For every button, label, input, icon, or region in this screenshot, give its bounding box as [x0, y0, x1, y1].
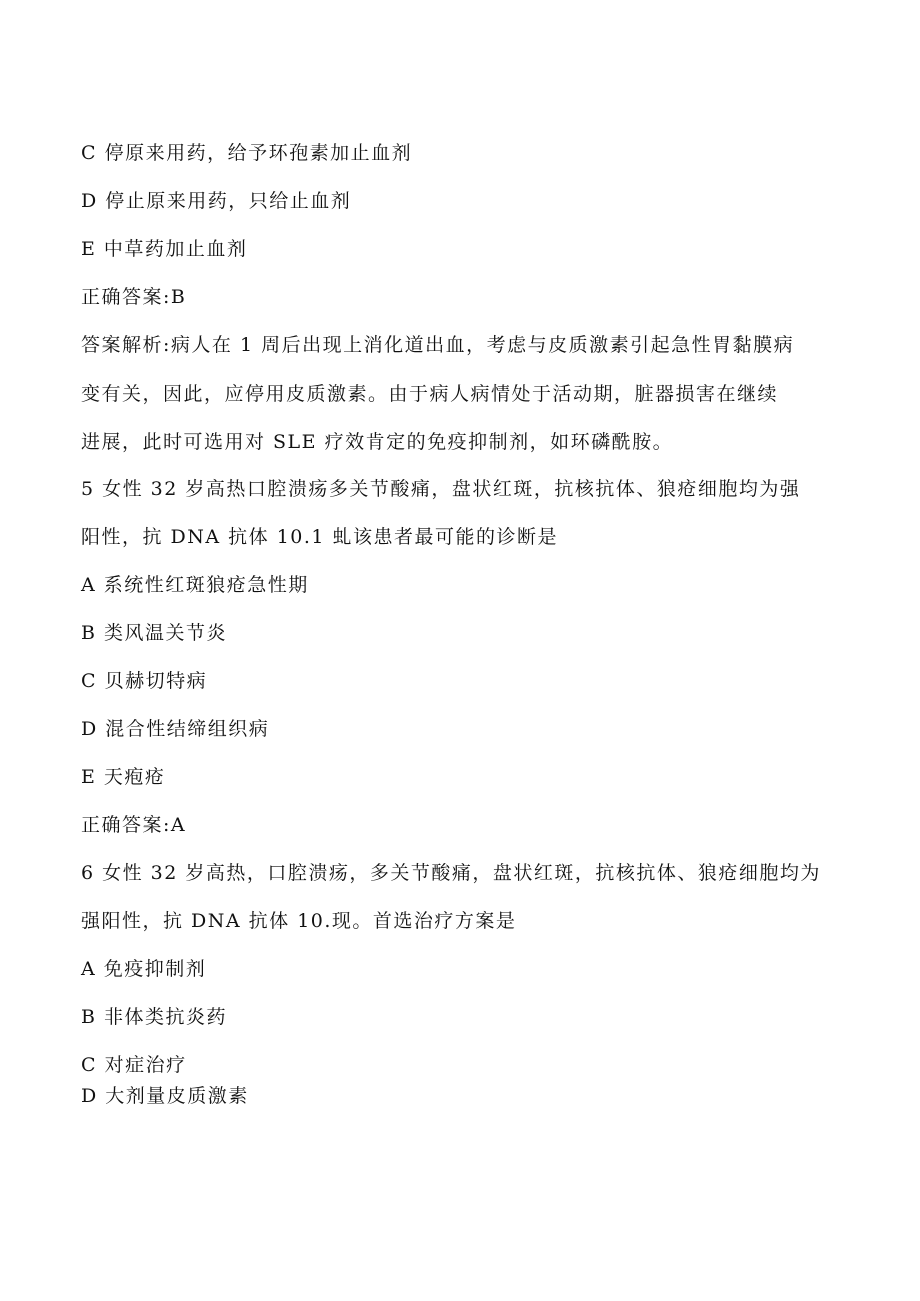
option-c-q4: C 停原来用药，给予环孢素加止血剂 [81, 142, 413, 164]
option-b-q6: B 非体类抗炎药 [81, 1006, 228, 1028]
question-5-line-1: 5 女性 32 岁高热口腔溃疡多关节酸痛，盘状红斑，抗核抗体、狼疮细胞均为强 [81, 478, 801, 500]
option-c-q5: C 贝赫切特病 [81, 670, 208, 692]
option-a-q5: A 系统性红斑狼疮急性期 [81, 574, 309, 596]
question-5-line-2: 阳性，抗 DNA 抗体 10.1 虬该患者最可能的诊断是 [81, 526, 559, 548]
answer-q5: 正确答案:A [81, 814, 187, 836]
explanation-line-3: 进展，此时可选用对 SLE 疗效肯定的免疫抑制剂，如环磷酰胺。 [81, 431, 674, 453]
explanation-line-2: 变有关，因此，应停用皮质激素。由于病人病情处于活动期，脏器损害在继续 [81, 383, 779, 405]
option-b-q5: B 类风温关节炎 [81, 622, 228, 644]
question-6-line-2: 强阳性，抗 DNA 抗体 10.现。首选治疗方案是 [81, 910, 517, 932]
option-d-q5: D 混合性结缔组织病 [81, 718, 270, 740]
option-e-q5: E 天疱疮 [81, 766, 166, 788]
answer-q4: 正确答案:B [81, 286, 187, 308]
option-a-q6: A 免疫抑制剂 [81, 958, 207, 980]
option-e-q4: E 中草药加止血剂 [81, 238, 248, 260]
explanation-line-1: 答案解析:病人在 1 周后出现上消化道出血，考虑与皮质激素引起急性胃黏膜病 [81, 334, 795, 356]
question-6-line-1: 6 女性 32 岁高热，口腔溃疡，多关节酸痛，盘状红斑，抗核抗体、狼疮细胞均为 [81, 862, 821, 884]
option-d-q4: D 停止原来用药，只给止血剂 [81, 190, 352, 212]
option-d-q6: D 大剂量皮质激素 [81, 1085, 249, 1107]
option-c-q6: C 对症治疗 [81, 1054, 187, 1076]
